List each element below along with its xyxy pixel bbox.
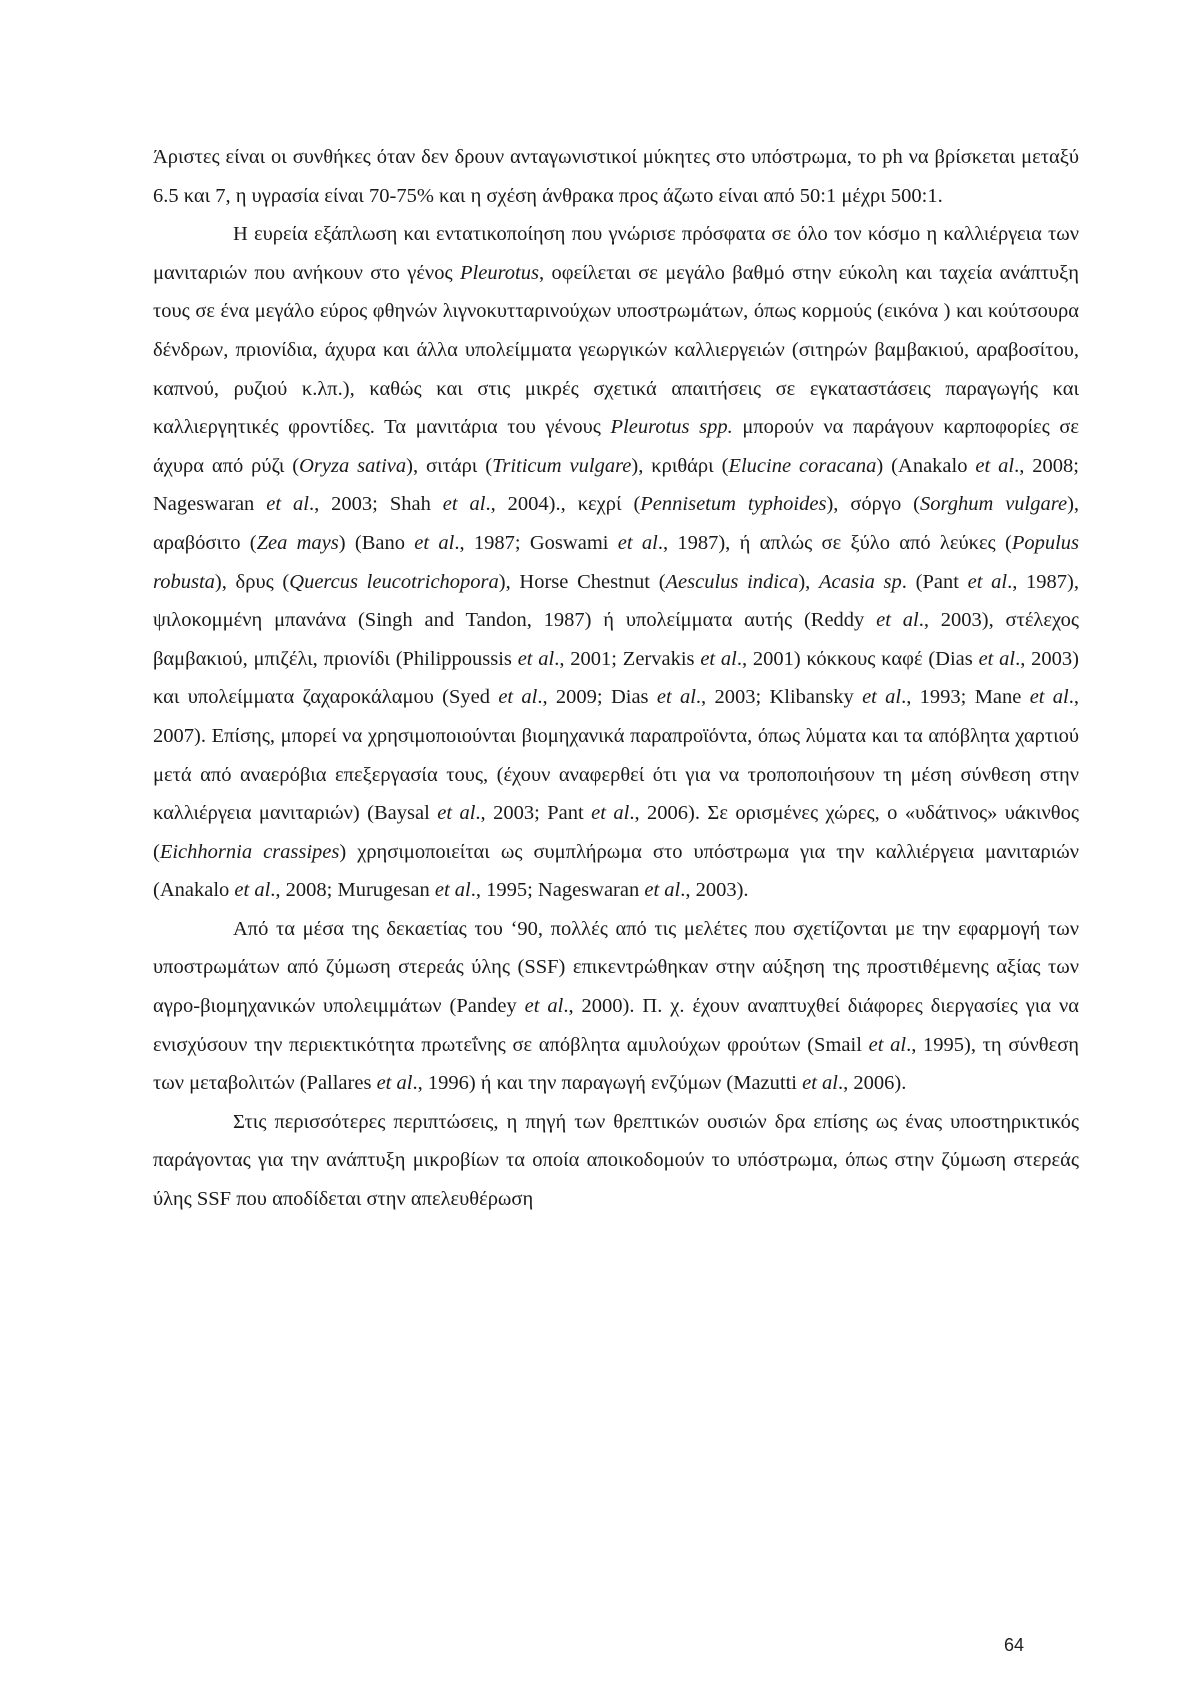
text-run: ), σόργο ( <box>826 493 920 516</box>
italic-text: Acasia sp <box>819 570 902 593</box>
italic-text: et al <box>617 531 658 554</box>
italic-text: et al <box>234 879 271 902</box>
italic-text: et al <box>591 802 630 825</box>
italic-text: Populus robusta <box>153 531 1080 593</box>
text-run: ) (Bano <box>338 531 415 554</box>
text-run: , οφείλεται σε μεγάλο βαθμό στην εύκολη και ταχεία ανάπτυξη τους σε ένα μεγάλο εύρος φθηνών λιγνοκυτταρινούχων υποστρωμάτων, όπως κορμούς (εικόνα ) και κούτσουρα δένδρων, πριονίδια, άχυρα και άλλα υπολείμματα γεωργικών καλλιεργειών (σιτηρών βαμβακιού, αραβοσίτου, καπνού, ρυζιού κ.λπ.), καθώς και στις μικρές σχετικά απαιτήσεις σε εγκαταστάσεις παραγωγής και καλλιεργητικές φροντίδες. Τα μανιτάρια του γένους <box>153 261 1079 439</box>
text-run: ), <box>798 570 820 593</box>
italic-text: Aesculus indica <box>665 570 799 593</box>
text-run: ., 1987), ψιλοκομμένη μπανάνα (Singh and Tandon, 1987) ή υπολείμματα αυτής (Reddy <box>153 570 1079 632</box>
text-run: ., 2000). Π. χ. έχουν αναπτυχθεί διάφορες διεργασίες για να ενισχύσουν την περιεκτικότητα πρωτεΐνης σε απόβλητα αμυλούχων φρούτων (Smail <box>153 995 1079 1056</box>
text-run: ., 2008; Murugesan <box>270 879 435 902</box>
text-run: ., 1987; Goswami <box>454 531 618 554</box>
italic-text: Pleurotus spp. <box>610 416 733 439</box>
text-run: ., 2003) και υπολείμματα ζαχαροκάλαμου (Syed <box>153 647 1079 709</box>
text-run: ) (Anakalo <box>876 454 976 477</box>
italic-text: et al <box>967 570 1008 593</box>
text-run: ., 2003; Pant <box>475 802 592 825</box>
text-run: ., 2003; Klibansky <box>695 686 863 709</box>
italic-text: et al <box>434 879 471 902</box>
italic-text: et al <box>524 995 564 1018</box>
text-run: ), αραβόσιτο ( <box>153 493 1080 554</box>
text-run: ., 2004)., κεχρί ( <box>485 493 641 516</box>
italic-text: et al <box>876 609 919 632</box>
text-run: ., 2006). <box>838 1072 907 1095</box>
text-run: ., 1996) ή και την παραγωγή ενζύμων (Mazutti <box>412 1072 803 1095</box>
text-run: ., 1995), τη σύνθεση των μεταβολιτών (Pallares <box>153 1033 1079 1095</box>
text-run: μπορούν να παράγουν καρποφορίες σε άχυρα από ρύζι ( <box>153 416 1079 477</box>
text-run: ), σιτάρι ( <box>406 454 493 477</box>
text-run: ., 2007). Επίσης, μπορεί να χρησιμοποιούνται βιομηχανικά παραπροϊόντα, όπως λύματα και τα απόβλητα χαρτιού μετά από αναερόβια επεξεργασία τους, (έχουν αναφερθεί ότι για να τροποποιήσουν τη μέση σύνθεση στην καλλιέργεια μανιταριών) (Baysal <box>153 686 1079 825</box>
text-run: ., 1995; Nageswaran <box>470 879 645 902</box>
text-run: ., 2003), στέλεχος βαμβακιού, μπιζέλι, πριονίδι (Philippoussis <box>153 609 1079 670</box>
text-run: ., 2001; Zervakis <box>554 647 701 670</box>
paragraph-4 <box>153 1103 1079 1219</box>
text-run: Στις περισσότερες περιπτώσεις, η πηγή των θρεπτικών ουσιών δρα επίσης ως ένας υποστηρικτικός παράγοντας για την ανάπτυξη μικροβίων τα οποία αποικοδομούν το υπόστρωμα, όπως στην ζύμωση στερεάς ύλης SSF που αποδίδεται στην απελευθέρωση <box>153 1110 1079 1211</box>
italic-text: Oryza sativa <box>299 454 407 477</box>
text-run: ., 2008; Nageswaran <box>153 454 1079 516</box>
text-run: ., 1987), ή απλώς σε ξύλο από λεύκες ( <box>657 531 1012 554</box>
italic-text: et al <box>975 454 1015 477</box>
paragraph-2 <box>153 215 1079 910</box>
italic-text: Pleurotus <box>460 261 539 284</box>
italic-text: Eichhornia crassipes <box>159 840 340 863</box>
text-run: Από τα μέσα της δεκαετίας του ‘90, πολλές από τις μελέτες που σχετίζονται με την εφαρμογή των υποστρωμάτων από ζύμωση στερεάς ύλης (SSF) επικεντρώθηκαν στην αύξηση της προστιθέμενης αξίας των αγρο-βιομηχανικών υπολειμμάτων (Pandey <box>153 917 1079 1018</box>
italic-text: Pennisetum typhoides <box>640 493 827 516</box>
text-run: ., 2003). <box>680 879 749 902</box>
text-run: ., 2009; Dias <box>537 686 657 709</box>
italic-text: et al <box>266 493 309 516</box>
italic-text: et al <box>644 879 681 902</box>
italic-text: Zea mays <box>256 531 339 554</box>
italic-text: Triticum vulgare <box>492 454 632 477</box>
italic-text: Sorghum vulgare <box>919 493 1068 516</box>
italic-text: et al <box>868 1033 907 1056</box>
paragraph-1 <box>153 138 1079 215</box>
italic-text: et al <box>1029 686 1069 709</box>
italic-text: et al <box>437 802 476 825</box>
italic-text: et al <box>498 686 538 709</box>
italic-text: et al <box>862 686 902 709</box>
italic-text: et al <box>700 647 737 670</box>
text-run: ), δρυς ( <box>214 570 290 593</box>
text-run: ), κριθάρι ( <box>631 454 729 477</box>
text-run: ., 2003; Shah <box>308 493 443 516</box>
italic-text: et al <box>517 647 555 670</box>
text-run: ), Horse Chestnut ( <box>498 570 666 593</box>
text-run: ., 2001) κόκκους καφέ (Dias <box>736 647 979 670</box>
body-text <box>153 138 1079 1219</box>
italic-text: et al <box>414 531 455 554</box>
text-run: ., 1993; Mane <box>901 686 1030 709</box>
italic-text: et al <box>376 1072 413 1095</box>
text-run: Άριστες είναι οι συνθήκες όταν δεν δρουν ανταγωνιστικοί μύκητες στο υπόστρωμα, το ph να βρίσκεται μεταξύ 6.5 και 7, η υγρασία είναι 70-75% και η σχέση άνθρακα προς άζωτο είναι από 50:1 μέχρι 500:1. <box>153 146 1079 207</box>
italic-text: et al <box>656 686 696 709</box>
text-run: ) χρησιμοποιείται ως συμπλήρωμα στο υπόστρωμα για την καλλιέργεια μανιταριών (Anakalo <box>153 840 1079 902</box>
italic-text: Quercus leucotrichopora <box>289 570 499 593</box>
italic-text: et al <box>802 1072 838 1095</box>
page-number: 64 <box>1004 1635 1025 1655</box>
text-run: . (Pant <box>901 570 968 593</box>
italic-text: Elucine coracana <box>728 454 877 477</box>
italic-text: et al <box>442 493 486 516</box>
text-run: ., 2006). Σε ορισμένες χώρες, ο «υδάτινος» υάκινθος ( <box>153 802 1079 863</box>
text-run: Η ευρεία εξάπλωση και εντατικοποίηση που γνώρισε πρόσφατα σε όλο τον κόσμο η καλλιέργεια των μανιταριών που ανήκουν στο γένος <box>153 223 1079 284</box>
paragraph-3 <box>153 910 1079 1103</box>
italic-text: et al <box>978 647 1016 670</box>
